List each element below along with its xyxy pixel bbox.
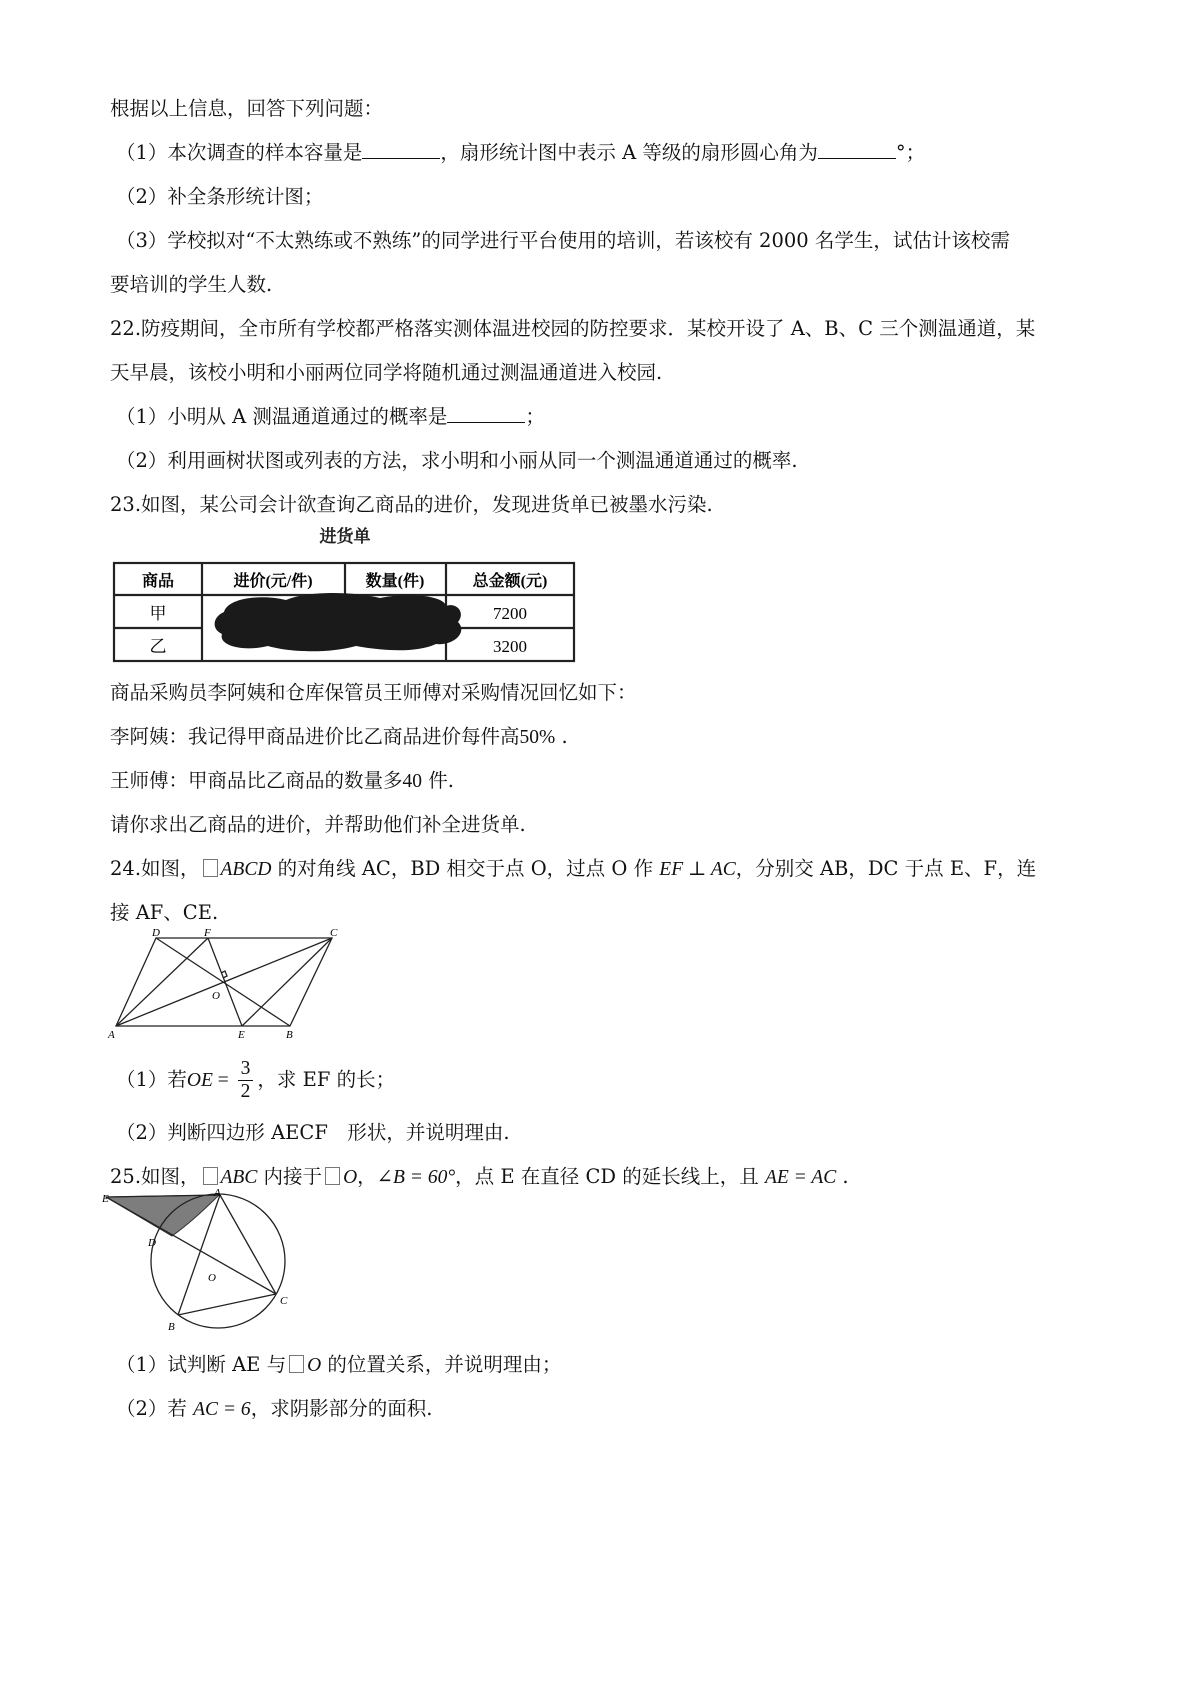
purchase-order-title: 进货单 xyxy=(319,527,371,546)
q24-text-c: ，分别交 AB，DC 于点 E、F，连 xyxy=(735,857,1037,880)
q25-part2-text-b: ，求阴影部分的面积. xyxy=(250,1397,433,1420)
q22-part1-text-a: （1）小明从 A 测温通道通过的概率是 xyxy=(116,405,448,428)
q23-stem-line3: 请你求出乙商品的进价，并帮助他们补全进货单. xyxy=(110,813,526,836)
q25-stem-line1 xyxy=(110,1164,849,1191)
q23-li-statement xyxy=(110,724,568,751)
q23-wang-text-a: 王师傅：甲商品比乙商品的数量多 xyxy=(110,769,403,792)
label-F: F xyxy=(204,927,211,939)
q25-ae-eq-ac: AE = AC xyxy=(764,1167,837,1188)
table-cell-item-yi: 乙 xyxy=(149,637,167,656)
q25-o: O xyxy=(343,1167,358,1188)
q25-text-b: 内接于 xyxy=(257,1165,323,1188)
parallelogram-symbol xyxy=(203,859,218,877)
q23-wang-number: 40 xyxy=(402,771,423,792)
q25-abc: ABC xyxy=(220,1167,258,1188)
q25-part1-text-a: （1）试判断 AE 与 xyxy=(116,1353,287,1376)
q21-part1-text-b: ，扇形统计图中表示 A 等级的扇形圆心角为 xyxy=(440,141,818,164)
table-cell-total-jia: 7200 xyxy=(493,604,527,623)
q25-text-c: ， xyxy=(357,1165,377,1188)
label-C: C xyxy=(330,927,338,939)
q21-part2: （2）补全条形统计图； xyxy=(116,185,324,208)
q25-text-d: ，点 E 在直径 CD 的延长线上，且 xyxy=(455,1165,765,1188)
triangle-symbol xyxy=(203,1167,218,1185)
label-B: B xyxy=(286,1029,293,1041)
label-D: D xyxy=(152,927,160,939)
q22-part2: （2）利用画树状图或列表的方法，求小明和小丽从同一个测温通道通过的概率. xyxy=(116,449,798,472)
q25-text-a: 25.如图， xyxy=(110,1165,200,1188)
q23-wang-statement xyxy=(110,768,454,795)
q25-part1 xyxy=(116,1352,561,1379)
q25-angle-b: ∠B = 60° xyxy=(376,1167,456,1188)
q24-oe: OE xyxy=(186,1070,213,1091)
label-A: A xyxy=(108,1029,115,1041)
q24-text-b: 的对角线 AC，BD 相交于点 O，过点 O 作 xyxy=(271,857,660,880)
q24-equals: = xyxy=(212,1070,234,1091)
fraction-numerator: 3 xyxy=(238,1058,254,1081)
circle-symbol xyxy=(289,1355,304,1373)
q25-part1-text-b: 的位置关系，并说明理由； xyxy=(321,1353,562,1376)
q24-stem-line2: 接 AF、CE. xyxy=(110,901,219,924)
q25-part1-o: O xyxy=(307,1355,322,1376)
q24-part2: （2）判断四边形 AECF 形状，并说明理由. xyxy=(116,1121,510,1144)
table-header-total: 总金额(元) xyxy=(472,573,548,590)
label-C: C xyxy=(280,1295,288,1307)
table-header-item: 商品 xyxy=(141,573,175,590)
q22-part1 xyxy=(116,404,545,430)
q25-part2 xyxy=(116,1396,432,1423)
label-O: O xyxy=(212,990,220,1002)
table-cell-total-yi: 3200 xyxy=(493,637,527,656)
q23-li-text-b: . xyxy=(555,725,568,748)
q21-part1-text-a: （1）本次调查的样本容量是 xyxy=(116,141,363,164)
q21-part3-line1: （3）学校拟对“不太熟练或不熟练”的同学进行平台使用的培训，若该校有 2000 名学生，试估计该校需 xyxy=(116,229,1010,252)
q25-ac-eq-6: AC = 6 xyxy=(193,1399,251,1420)
q24-part1-text-a: （1）若 xyxy=(116,1068,187,1091)
label-O: O xyxy=(208,1272,216,1284)
label-A: A xyxy=(214,1188,221,1199)
circle-symbol xyxy=(325,1167,340,1185)
q25-part2-text-a: （2）若 xyxy=(116,1397,194,1420)
q21-part1 xyxy=(116,140,925,166)
q23-wang-text-b: 件. xyxy=(422,769,454,792)
q23-li-text-a: 李阿姨：我记得甲商品进价比乙商品进价每件高 xyxy=(110,725,520,748)
label-E: E xyxy=(238,1029,245,1041)
q24-abcd: ABCD xyxy=(220,859,272,880)
q21-part1-text-c: °； xyxy=(895,141,926,164)
answer-blank[interactable] xyxy=(818,140,896,159)
q21-part3-line2: 要培训的学生人数. xyxy=(110,273,273,296)
table-cell-item-jia: 甲 xyxy=(149,604,167,623)
q22-stem-line1: 22.防疫期间，全市所有学校都严格落实测体温进校园的防控要求．某校开设了 A、B、C 三个测温通道，某 xyxy=(110,317,1036,340)
label-B: B xyxy=(168,1321,175,1333)
fraction-denominator: 2 xyxy=(240,1081,251,1102)
q25-text-e: . xyxy=(836,1165,849,1188)
table-header-price: 进价(元/件) xyxy=(233,573,313,590)
label-D: D xyxy=(148,1237,156,1249)
q23-li-percent: 50% xyxy=(519,727,556,748)
intro-text: 根据以上信息，回答下列问题： xyxy=(110,97,384,120)
answer-blank[interactable] xyxy=(362,140,440,159)
ink-stain xyxy=(215,593,462,651)
q24-stem-line1 xyxy=(110,856,1036,883)
q22-part1-text-b: ； xyxy=(525,405,545,428)
parallelogram-figure xyxy=(100,926,350,1041)
purchase-order-figure xyxy=(110,520,590,670)
q24-text-a: 24.如图， xyxy=(110,857,200,880)
label-E: E xyxy=(102,1193,109,1205)
q24-part1-text-b: ，求 EF 的长； xyxy=(257,1068,396,1091)
answer-blank[interactable] xyxy=(447,404,525,423)
table-header-quantity: 数量(件) xyxy=(365,573,425,590)
circle-figure xyxy=(100,1188,320,1338)
q24-part1 xyxy=(116,1058,395,1103)
q23-stem-line2: 商品采购员李阿姨和仓库保管员王师傅对采购情况回忆如下： xyxy=(110,681,637,704)
q23-stem-line1: 23.如图，某公司会计欲查询乙商品的进价，发现进货单已被墨水污染. xyxy=(110,493,713,516)
q24-ef-perp-ac: EF ⊥ AC xyxy=(659,859,736,880)
q22-stem-line2: 天早晨，该校小明和小丽两位同学将随机通过测温通道进入校园. xyxy=(110,361,663,384)
fraction-three-halves xyxy=(238,1058,254,1103)
